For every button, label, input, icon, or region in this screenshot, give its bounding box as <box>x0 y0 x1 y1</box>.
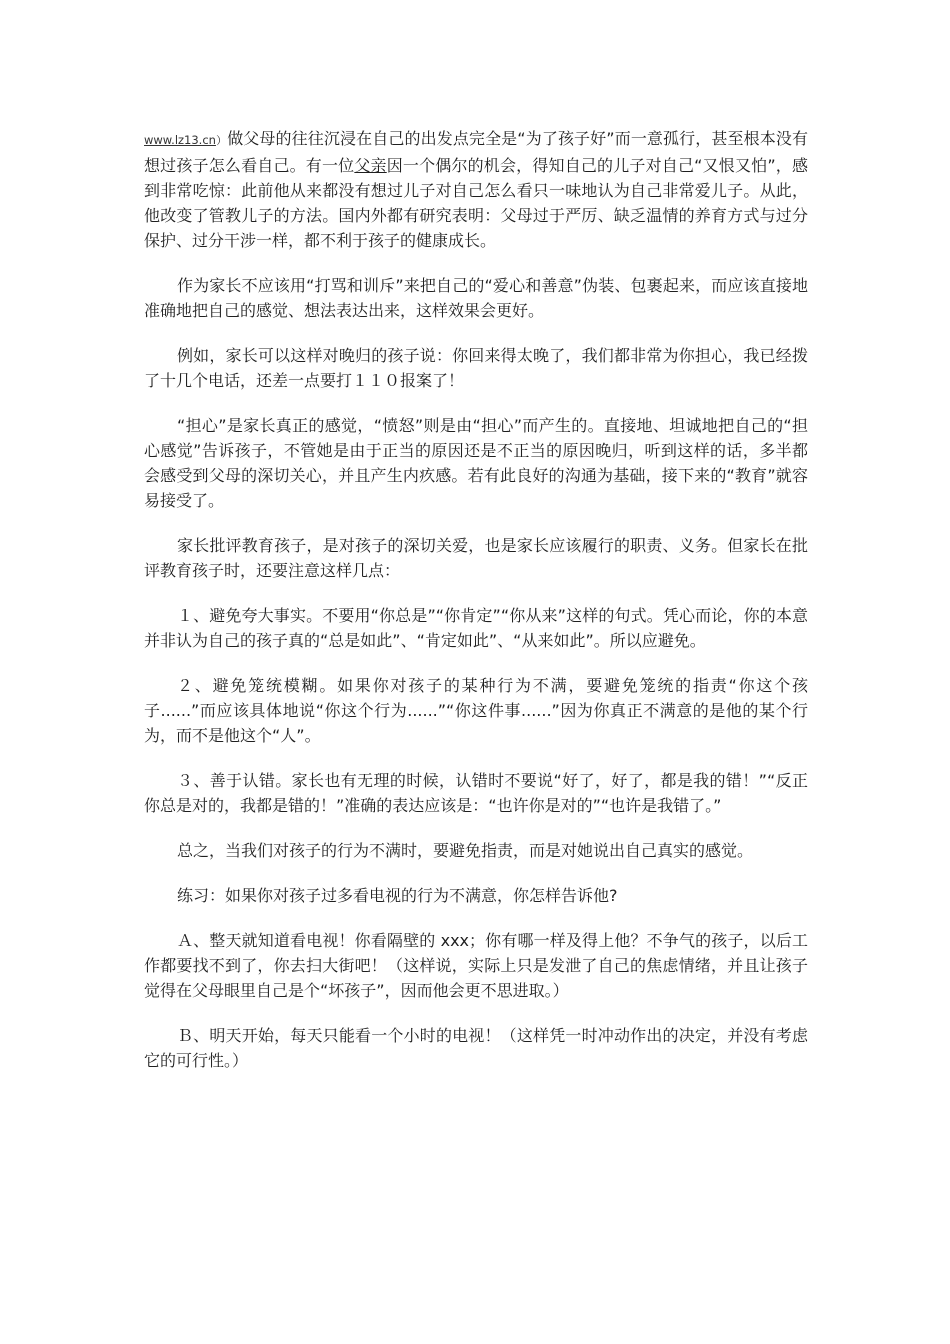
document-page <box>144 126 808 1093</box>
source-link[interactable]: www.lz13.cn <box>144 133 216 147</box>
paragraph-summary: 总之，当我们对孩子的行为不满时，要避免指责，而是对她说出自己真实的感觉。 <box>177 841 754 860</box>
paragraph-intro <box>144 126 808 253</box>
underlined-word: 父亲 <box>354 156 387 175</box>
paragraph-exercise: 练习：如果你对孩子过多看电视的行为不满意，你怎样告诉他? <box>177 886 618 905</box>
source-paren: ） <box>215 134 228 147</box>
paragraph-point-3: ３、善于认错。家长也有无理的时候，认错时不要说“好了，好了，都是我的错！”“反正你总是对的，我都是错的！”准确的表达应该是：“也许你是对的”“也许是我错了。” <box>144 771 808 815</box>
paragraph-5: 家长批评教育孩子，是对孩子的深切关爱，也是家长应该履行的职责、义务。但家长在批评教育孩子时，还要注意这样几点： <box>144 536 808 580</box>
paragraph-2: 作为家长不应该用“打骂和训斥”来把自己的“爱心和善意”伪装、包裹起来，而应该直接地准确地把自己的感觉、想法表达出来，这样效果会更好。 <box>144 276 808 320</box>
paragraph-3: 例如，家长可以这样对晚归的孩子说：你回来得太晚了，我们都非常为你担心，我已经拨了十几个电话，还差一点要打１１０报案了！ <box>144 346 808 390</box>
paragraph-point-1: １、避免夸大事实。不要用“你总是”“你肯定”“你从来”这样的句式。凭心而论，你的本意并非认为自己的孩子真的“总是如此”、“肯定如此”、“从来如此”。所以应避免。 <box>144 606 808 650</box>
paragraph-option-a: Ａ、整天就知道看电视！你看隔壁的 xxx；你有哪一样及得上他？不争气的孩子，以后工作都要找不到了，你去扫大街吧！（这样说，实际上只是发泄了自己的焦虑情绪，并且让孩子觉得在父母眼里自己是个“坏孩子”，因而他会更不思进取。） <box>144 931 808 1000</box>
intro-text-part1: 做父母的往往沉浸在自己的出发点完全是“为了孩子好”而一意孤行，甚至根本没有想过孩子怎么看自己。有一位 <box>144 129 808 175</box>
intro-text-part2: 因一个偶尔的机会，得知自己的儿子对自己“又恨又怕”，感到非常吃惊：此前他从来都没有想过儿子对自己怎么看只一味地认为自己非常爱儿子。从此，他改变了管教儿子的方法。国内外都有研究表明：父母过于严厉、缺乏温情的养育方式与过分保护、过分干涉一样，都不利于孩子的健康成长。 <box>144 156 808 250</box>
paragraph-4: “担心”是家长真正的感觉，“愤怒”则是由“担心”而产生的。直接地、坦诚地把自己的“担心感觉”告诉孩子，不管她是由于正当的原因还是不正当的原因晚归，听到这样的话，多半都会感受到父母的深切关心，并且产生内疚感。若有此良好的沟通为基础，接下来的“教育”就容易接受了。 <box>144 416 808 510</box>
paragraph-point-2: ２、避免笼统模糊。如果你对孩子的某种行为不满，要避免笼统的指责“你这个孩子......”而应该具体地说“你这个行为......”“你这件事......”因为你真正不满意的是他的某个行为，而不是他这个“人”。 <box>144 676 808 745</box>
paragraph-option-b: Ｂ、明天开始，每天只能看一个小时的电视！（这样凭一时冲动作出的决定，并没有考虑它的可行性。） <box>144 1026 808 1070</box>
